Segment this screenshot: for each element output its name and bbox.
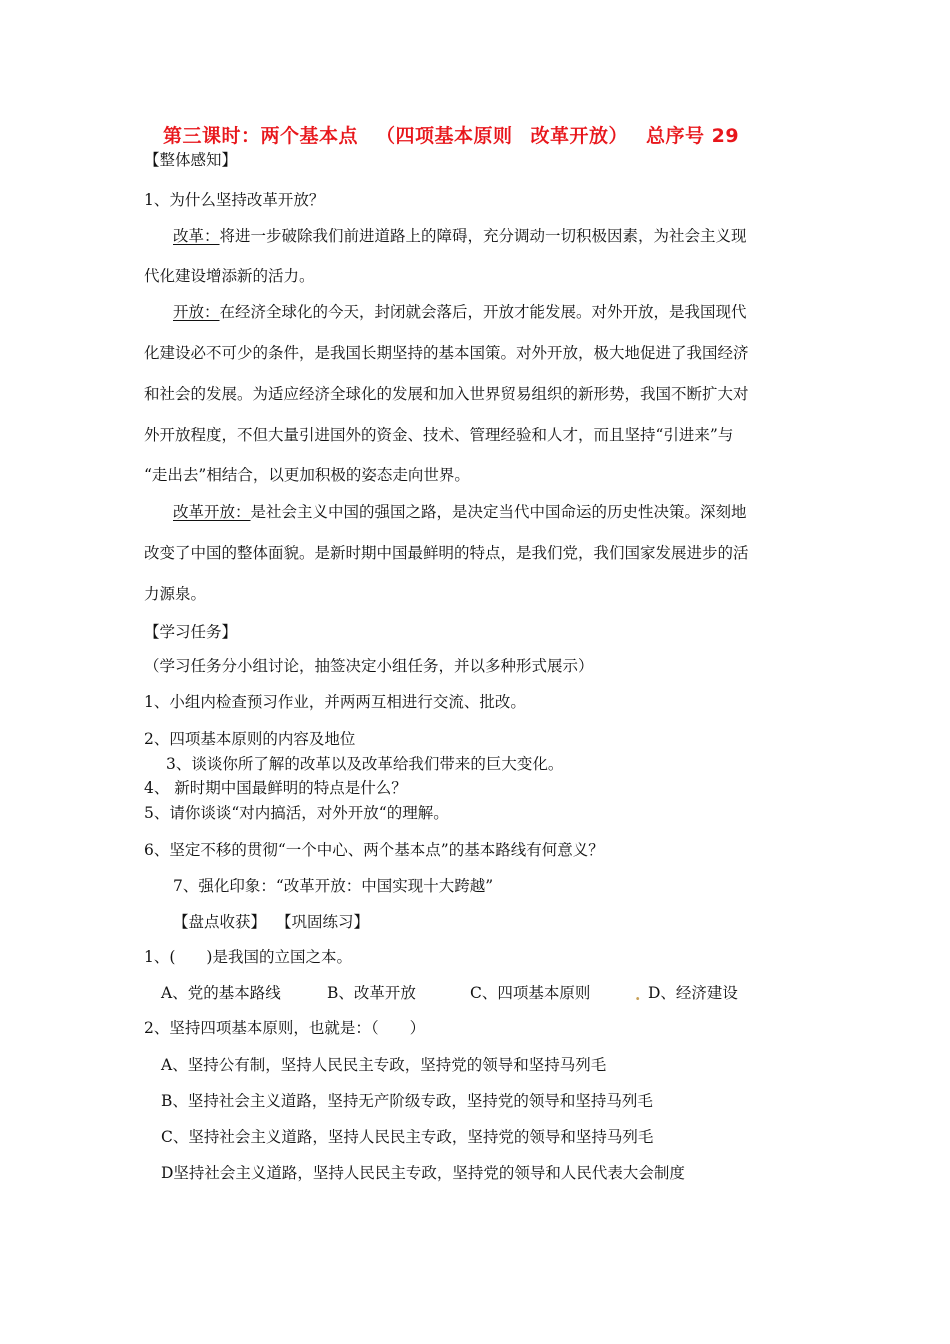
task-item: 2、四项基本原则的内容及地位 (144, 730, 356, 748)
exercise-2-option-c: C、坚持社会主义道路，坚持人民民主专政，坚持党的领导和坚持马列毛 (161, 1128, 654, 1146)
reform-paragraph-line-2: 代化建设增添新的活力。 (144, 267, 315, 285)
exercise-2-stem: 2、坚持四项基本原则，也就是：（ ） (144, 1019, 426, 1037)
summary-headings (173, 912, 369, 932)
task-item: 5、请你谈谈“对内搞活，对外开放“的理解。 (144, 804, 449, 822)
section-heading-summary: 【盘点收获】 (173, 913, 267, 931)
stray-dot-mark: . (635, 985, 641, 1004)
task-item: 6、坚定不移的贯彻“一个中心、两个基本点”的基本路线有何意义？ (144, 841, 604, 859)
title-part-4: 总序号 29 (646, 125, 740, 147)
exercise-2-option-a: A、坚持公有制，坚持人民民主专政，坚持党的领导和坚持马列毛 (161, 1056, 607, 1074)
task-item: 7、强化印象：“改革开放：中国实现十大跨越” (173, 877, 494, 895)
question-1: 1、为什么坚持改革开放？ (144, 191, 325, 209)
exercise-1-option-d: D、经济建设 (648, 984, 738, 1002)
section-heading-tasks: 【学习任务】 (144, 623, 238, 641)
exercise-1-option-b: B、改革开放 (327, 984, 416, 1002)
exercise-1-stem: 1、( )是我国的立国之本。 (144, 948, 352, 966)
opening-paragraph-line-4: 外开放程度，不但大量引进国外的资金、技术、管理经验和人才，而且坚持“引进来”与 (144, 426, 734, 444)
opening-paragraph-line-3: 和社会的发展。为适应经济全球化的发展和加入世界贸易组织的新形势，我国不断扩大对 (144, 385, 749, 403)
reform-opening-label: 改革开放： (173, 503, 251, 521)
reform-paragraph-line-1: 改革：将进一步破除我们前进道路上的障碍，充分调动一切积极因素，为社会主义现 (173, 227, 747, 245)
opening-paragraph-line-2: 化建设必不可少的条件，是我国长期坚持的基本国策。对外开放，极大地促进了我国经济 (144, 344, 749, 362)
opening-paragraph-line-5: “走出去”相结合，以更加积极的姿态走向世界。 (144, 466, 470, 484)
task-item: 1、小组内检查预习作业，并两两互相进行交流、批改。 (144, 693, 526, 711)
opening-paragraph-line-1: 开放：在经济全球化的今天，封闭就会落后，开放才能发展。对外开放，是我国现代 (173, 303, 747, 321)
task-item: 3、谈谈你所了解的改革以及改革给我们带来的巨大变化。 (166, 755, 564, 773)
section-heading-overview: 【整体感知】 (144, 151, 238, 169)
opening-label: 开放： (173, 303, 220, 321)
exercise-2-option-d: D坚持社会主义道路，坚持人民民主专政，坚持党的领导和人民代表大会制度 (161, 1164, 685, 1182)
reform-opening-paragraph-line-3: 力源泉。 (144, 585, 207, 603)
reform-label: 改革： (173, 227, 220, 245)
exercise-1-option-c: C、四项基本原则 (470, 984, 591, 1002)
exercise-2-option-b: B、坚持社会主义道路，坚持无产阶级专政，坚持党的领导和坚持马列毛 (161, 1092, 653, 1110)
page-title (163, 126, 739, 146)
exercise-1-option-a: A、党的基本路线 (161, 984, 281, 1002)
tasks-note: （学习任务分小组讨论，抽签决定小组任务，并以多种形式展示） (144, 657, 594, 675)
reform-opening-paragraph-line-2: 改变了中国的整体面貌。是新时期中国最鲜明的特点，是我们党，我们国家发展进步的活 (144, 544, 749, 562)
section-heading-practice: 【巩固练习】 (276, 913, 370, 931)
reform-opening-paragraph-line-1: 改革开放：是社会主义中国的强国之路，是决定当代中国命运的历史性决策。深刻地 (173, 503, 747, 521)
title-part-1: 第三课时：两个基本点 (163, 125, 359, 147)
title-part-3: 改革开放） (530, 125, 629, 147)
title-part-2: （四项基本原则 (376, 125, 513, 147)
task-item: 4、 新时期中国最鲜明的特点是什么？ (144, 779, 407, 797)
